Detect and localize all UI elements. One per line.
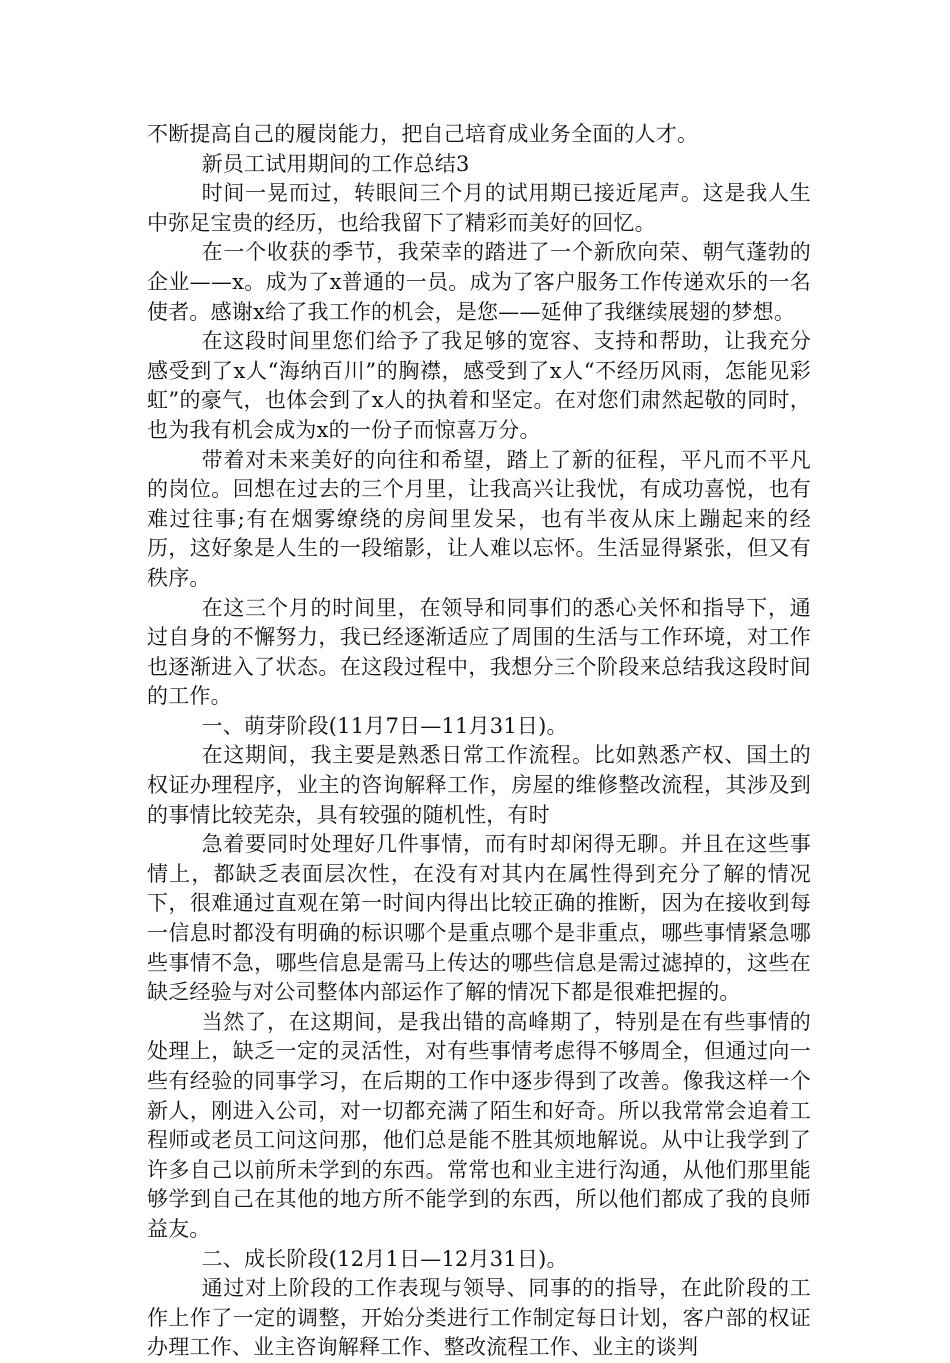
paragraph: 带着对未来美好的向往和希望，踏上了新的征程，平凡而不平凡的岗位。回想在过去的三个月里，让我高兴让我忧，有成功喜悦，也有难过往事;有在烟雾缭绕的房间里发呆，也有半夜从床上蹦起来的经历，这好象是人生的一段缩影，让人难以忘怀。生活显得紧张，但又有秩序。 <box>147 447 811 590</box>
paragraph: 在这段时间里您们给予了我足够的宽容、支持和帮助，让我充分感受到了x人“海纳百川”的胸襟，感受到了x人“不经历风雨，怎能见彩虹”的豪气，也体会到了x人的执着和坚定。在对您们肃然起敬的同时，也为我有机会成为x的一份子而惊喜万分。 <box>147 329 811 442</box>
paragraph: 当然了，在这期间，是我出错的高峰期了，特别是在有些事情的处理上，缺乏一定的灵活性，对有些事情考虑得不够周全，但通过向一些有经验的同事学习，在后期的工作中逐步得到了改善。像我这样一个新人，刚进入公司，对一切都充满了陌生和好奇。所以我常常会追着工程师或老员工问这问那，他们总是能不胜其烦地解说。从中让我学到了许多自己以前所未学到的东西。常常也和业主进行沟通，从他们那里能够学到自己在其他的地方所不能学到的东西，所以他们都成了我的良师益友。 <box>147 1009 811 1241</box>
paragraph: 在这三个月的时间里，在领导和同事们的悉心关怀和指导下，通过自身的不懈努力，我已经逐渐适应了周围的生活与工作环境，对工作也逐渐进入了状态。在这段过程中，我想分三个阶段来总结我这段时间的工作。 <box>147 595 811 709</box>
paragraph: 在一个收获的季节，我荣幸的踏进了一个新欣向荣、朝气蓬勃的企业——x。成为了x普通的一员。成为了客户服务工作传递欢乐的一名使者。感谢x给了我工作的机会，是您——延伸了我继续展翅的梦想。 <box>147 240 811 324</box>
paragraph: 急着要同时处理好几件事情，而有时却闲得无聊。并且在这些事情上，都缺乏表面层次性，在没有对其内在属性得到充分了解的情况下，很难通过直观在第一时间内得出比较正确的推断，因为在接收到每一信息时都没有明确的标识哪个是重点哪个是非重点，哪些事情紧急哪些事情不急，哪些信息是需马上传达的哪些信息是需过滤掉的，这些在缺乏经验与对公司整体内部运作了解的情况下都是很难把握的。 <box>147 832 811 1005</box>
paragraph: 在这期间，我主要是熟悉日常工作流程。比如熟悉产权、国土的权证办理程序，业主的咨询解释工作，房屋的维修整改流程，其涉及到的事情比较芜杂，具有较强的随机性，有时 <box>147 743 811 827</box>
stage-heading: 二、成长阶段(12月1日—12月31日)。 <box>201 1246 568 1271</box>
paragraph-continuation: 不断提高自己的履岗能力，把自己培育成业务全面的人才。 <box>147 122 699 146</box>
stage-heading: 一、萌芽阶段(11月7日—11月31日)。 <box>201 713 568 738</box>
document-page <box>147 120 811 1363</box>
paragraph: 时间一晃而过，转眼间三个月的试用期已接近尾声。这是我人生中弥足宝贵的经历，也给我留下了精彩而美好的回忆。 <box>147 181 811 235</box>
section-heading: 新员工试用期间的工作总结3 <box>201 151 470 176</box>
paragraph: 通过对上阶段的工作表现与领导、同事的的指导，在此阶段的工作上作了一定的调整，开始分类进行工作制定每日计划，客户部的权证办理工作、业主咨询解释工作、整改流程工作、业主的谈判 <box>147 1276 811 1360</box>
